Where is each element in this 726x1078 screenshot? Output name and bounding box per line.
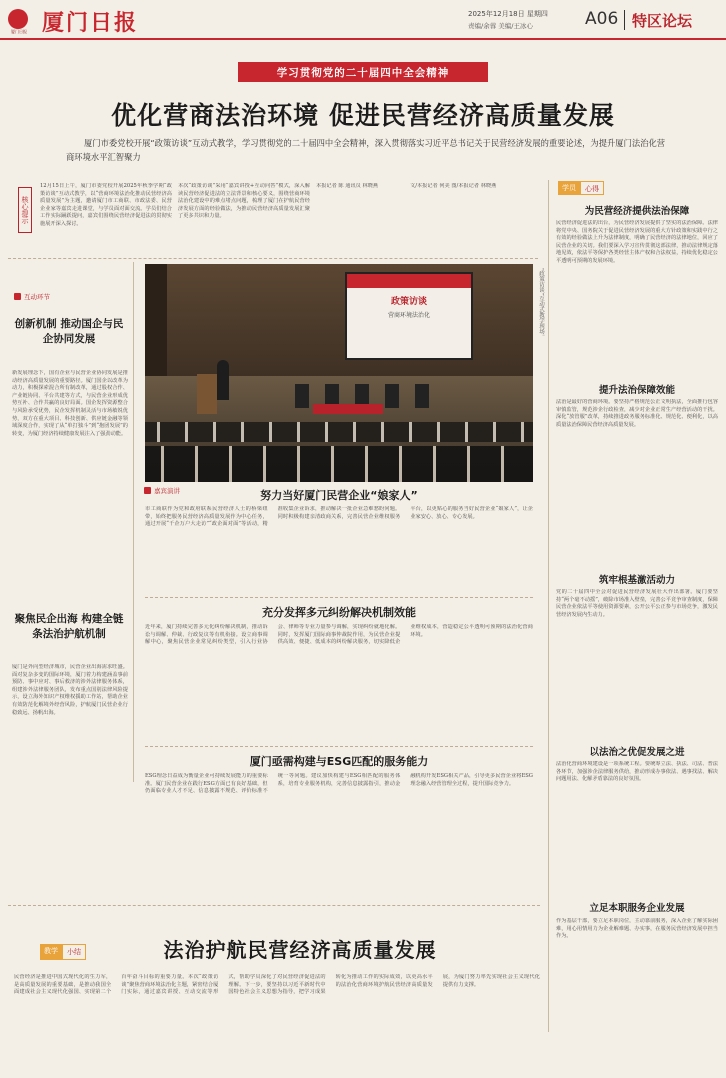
logo-caption: 厦门日报 (11, 29, 27, 34)
page-number: A06 (585, 9, 619, 29)
right-article-2-body: 法治是最好的营商环境。要坚持严格规范公正文明执法，全面推行包容审慎监管，规范涉企行政检查，减少对企业正常生产经营活动的干扰。深化“放管服”改革，持续推进政务服务标准化、规范化、便利化，以高质量法治保障民营经济高质量发展。 (556, 399, 718, 428)
interactive-tag-icon (14, 293, 21, 300)
center-article-1-body: 市工商联作为党和政府联系民营经济人士的桥梁纽带，始终把服务民营经济高质量发展作为中心任务，通过开展“千企万户大走访”“政企面对面”等活动，精准收集企业诉求，推动解决一批企业急难愁盼问题。同时积极构建亲清政商关系，完善民营企业维权服务平台，以更贴心的服务当好民营企业“娘家人”，让企业家安心、放心、专心发展。 (145, 506, 533, 528)
summary-tag-1: 教学 (40, 944, 62, 960)
summary-tag-2: 小结 (62, 944, 86, 960)
issue-date: 2025年12月18日 星期四 (468, 10, 548, 18)
lead-byline: 文/本报记者 何美 图/本报记者 林晓燕 (410, 183, 497, 189)
side-label-text: 核心提示 (21, 196, 29, 224)
lead-column-2: 本次“政策访谈”采用“嘉宾讲授+互动问答”模式，深入解读民营经济促进法的立法背景和核心要义，围绕营商环境法治化建设中的难点堵点问题，梳理了厦门在护航民营经济发展方面的经验做法，为推动民营经济高质量发展汇聚了更多共识和力量。 (178, 183, 310, 220)
lead-column-3: 本报记者 陈 通讯员 林晓燕 (316, 183, 379, 189)
bottom-article-body: 民营经济是推进中国式现代化的生力军，是高质量发展的重要基础，是推动我国全面建成社会主义现代化强国、实现第二个百年奋斗目标的重要力量。本次“政策访谈”聚焦营商环境法治化主题，紧密结合厦门实际，通过嘉宾讲授、互动交流等形式，帮助学员深化了对民营经济促进法的理解。下一步，要坚持以习近平新时代中国特色社会主义思想为指导，把学习成果转化为推动工作的实际成效，以更高水平的法治化营商环境护航民营经济高质量发展，为厦门努力率先实现社会主义现代化提供有力支撑。 (14, 974, 540, 996)
center-article-1-title: 努力当好厦门民营企业“娘家人” (260, 489, 418, 502)
lead-column-1: 12月15日上午，厦门市委党校开展2025年秋季学期“政策访谈”互动式教学，以“营商环境法治化推动民营经济高质量发展”为主题，邀请厦门市工商联、市政法委、民营企业家等嘉宾走进课堂，与学员面对面交流。学员们结合工作实际踊跃提问，嘉宾们围绕民营经济促进法的贯彻实施展开深入探讨。 (40, 183, 172, 227)
interactive-tag (14, 292, 50, 301)
center-divider-2 (145, 746, 533, 747)
event-photo (145, 264, 533, 482)
main-headline: 优化营商法治环境 促进民营经济高质量发展 (111, 101, 615, 130)
newspaper-logo-emblem (8, 9, 28, 29)
right-article-5-body: 作为基层干部，要立足本职岗位，主动靠前服务，深入企业了解实际困难，用心用情用力为企业解难题、办实事，在服务民营经济发展中担当作为。 (556, 918, 718, 940)
lead-divider (8, 258, 538, 259)
center-divider-1 (145, 597, 533, 598)
study-badge-tag2: 心得 (580, 181, 604, 195)
side-label (18, 187, 32, 233)
right-article-1-title: 为民营经济提供法治保障 (584, 206, 690, 217)
page-number-separator (624, 10, 625, 30)
topic-banner (238, 62, 488, 82)
right-article-5-title: 立足本职服务企业发展 (589, 903, 685, 914)
red-stage-banner (313, 404, 383, 414)
audience-row-1 (145, 422, 533, 442)
interactive-tag-text: 互动环节 (24, 293, 50, 301)
speaker-figure (217, 360, 229, 400)
right-article-2-title: 提升法治保障效能 (598, 385, 675, 396)
summary-tag (40, 944, 86, 960)
column-rule-right (548, 180, 549, 1032)
newspaper-logo: 厦门日报 (42, 10, 139, 36)
study-badge (558, 181, 614, 195)
column-rule-left (133, 262, 134, 782)
masthead-rule (0, 38, 726, 40)
screen-red-band (347, 274, 471, 288)
audience-row-2 (145, 446, 533, 482)
right-article-4-body: 法治化营商环境建设是一项系统工程。要统筹立法、执法、司法、普法各环节，加强涉企法律服务供给，推动形成办事依法、遇事找法、解决问题用法、化解矛盾靠法的良好氛围。 (556, 761, 718, 783)
study-badge-tag: 学员 (558, 181, 580, 195)
photo-caption: “政策访谈”互动式教学现场。 (538, 268, 544, 340)
center-article-2-body: 近年来，厦门持续完善多元化纠纷解决机制，推动诉讼与调解、仲裁、行政复议等有机衔接。设立商事调解中心，聚焦民营企业常见纠纷类型，引入行业协会、律师等专业力量参与调解，实现纠纷就地化解。同时，发挥厦门国际商事仲裁院作用，为民营企业提供高效、便捷、低成本的纠纷解决服务，切实降低企业维权成本，营造稳定公平透明可预期的法治化营商环境。 (145, 624, 533, 646)
bottom-headline: 法治护航民营经济高质量发展 (163, 938, 437, 962)
guest-tag-text: 嘉宾演讲 (154, 487, 180, 495)
right-article-3-body: 党的二十届四中全会对促进民营经济发展壮大作出部署。厦门要坚持“两个毫不动摇”，破除市场准入壁垒，完善公平竞争审查制度，保障民营企业依法平等使用资源要素，公开公平公正参与市场竞争，激发民营经济发展内生动力。 (556, 589, 718, 618)
topic-banner-text: 学习贯彻党的二十届四中全会精神 (276, 66, 450, 79)
left-article-1-title: 创新机制 推动国企与民企协同发展 (14, 318, 124, 345)
left-article-2-title: 聚焦民企出海 构建全链条法治护航机制 (14, 613, 124, 640)
headline-deck: 厦门市委党校开展“政策访谈”互动式教学，学习贯彻党的二十届四中全会精神，深入贯彻落实习近平总书记关于民营经济发展的重要论述，为提升厦门法治化营商环境水平汇智聚力 (66, 138, 666, 162)
section-label: 特区论坛 (632, 12, 693, 30)
center-article-3-body: ESG理念日益成为衡量企业可持续发展能力的重要标准。厦门民营企业在践行ESG方面已有良好基础，但仍面临专业人才不足、信息披露不规范、评价标准不统一等问题。建议加快构建与ESG相匹配的服务体系，培育专业服务机构，完善信息披露指引，推动金融机构开发ESG相关产品，引导更多民营企业将ESG理念融入经营管理全过程，提升国际竞争力。 (145, 773, 533, 795)
right-article-4-title: 以法治之优促发展之进 (589, 747, 685, 758)
right-article-1-body: 民营经济促进法的出台，为民营经济发展提供了坚实的法治保障。法律将党中央、国务院关于促进民营经济发展的重大方针政策和实践中行之有效的经验做法上升为法律制度，明确了民营经济的法律地位，回应了民营企业的关切。我们要深入学习宣传贯彻这部法律，推动法律规定落地见效，依法平等保护各类经营主体产权和合法权益，持续优化稳定公平透明可预期的发展环境。 (556, 220, 718, 264)
left-article-2-body: 厦门是外向型经济城市，民营企业出海需求旺盛。面对复杂多变的国际环境，厦门着力构建涵盖事前预防、事中应对、事后救济的涉外法律服务体系，组建涉外法律服务团队，发布重点国别法律风险提示，设立海外知识产权维权援助工作站，帮助企业有效防范化解境外经营风险，护航厦门民营企业行稳致远、扬帆出海。 (12, 664, 128, 716)
bottom-divider (8, 905, 540, 906)
center-article-2-title: 充分发挥多元纠纷解决机制效能 (262, 606, 416, 619)
editors-credit: 责编/余蓉 美编/王冰心 (468, 22, 533, 30)
projection-screen (345, 272, 473, 360)
right-article-3-title: 筑牢根基激活动力 (598, 575, 675, 586)
masthead (0, 0, 726, 38)
stage-back-wall (145, 264, 533, 384)
screen-title: 政策访谈 (390, 297, 427, 307)
screen-subtitle: 营商环境法治化 (387, 312, 430, 319)
center-article-3-title: 厦门亟需构建与ESG匹配的服务能力 (249, 755, 429, 768)
left-article-1-body: 新发展理念下，国有企业与民营企业协同发展是推动经济高质量发展的重要路径。厦门国企以改革为动力，积极探索混合所有制改革，通过股权合作、产业链协同、平台共建等方式，与民营企业形成优势互补、合作共赢的良好局面。国企发挥资源整合与风险承受优势，民企发挥机制灵活与市场敏锐优势，双方在重大项目、科技创新、供应链金融等领域深度合作，实现了从“单打独斗”到“抱团发展”的转变，为厦门经济持续健康发展注入了强劲动能。 (12, 370, 128, 437)
podium (197, 374, 217, 414)
